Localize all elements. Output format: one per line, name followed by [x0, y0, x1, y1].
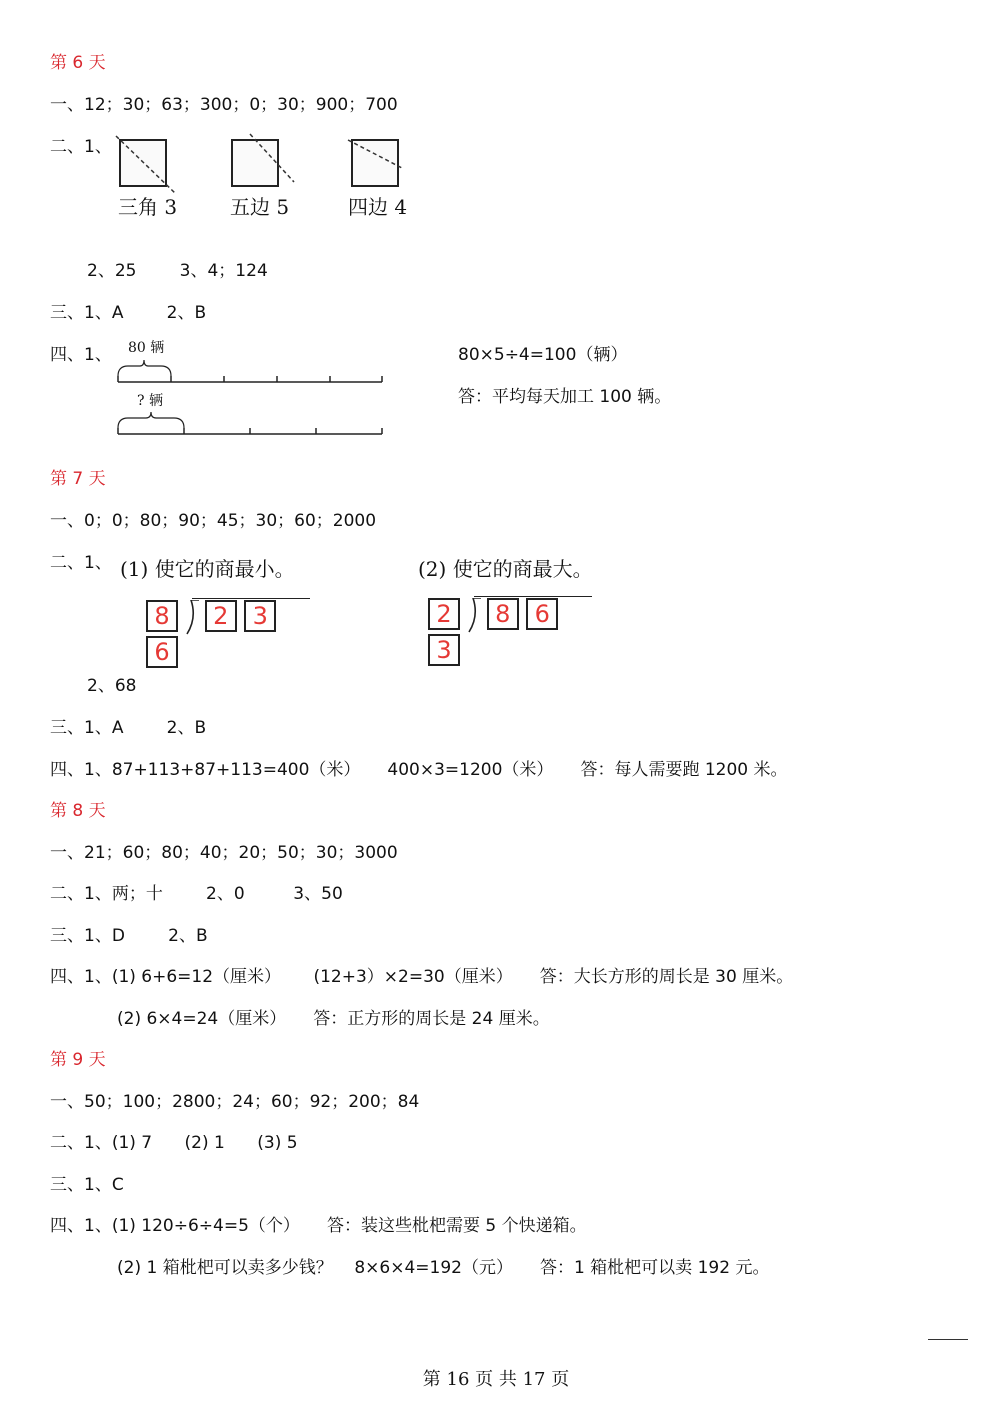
shape-label-1: 三角 3	[118, 195, 178, 219]
division-2	[428, 598, 598, 664]
day-8-section-2: 二、1、两；十 2、0 3、50	[50, 884, 343, 904]
day-6-calc: 80×5÷4=100（辆）	[458, 345, 628, 365]
day-7-section-2-line-2: 2、68	[87, 676, 137, 696]
day-7-section-3: 三、1、A 2、B	[50, 718, 207, 738]
day-7-section-2-prefix: 二、1、	[50, 553, 112, 573]
division-1-digit-1: 2	[205, 600, 237, 632]
day-9-section-3: 三、1、C	[50, 1175, 124, 1195]
day-9-section-4-line-1: 四、1、(1) 120÷6÷4=5（个） 答：装这些枇杷需要 5 个快递箱。	[50, 1216, 587, 1236]
day-6-section-4-prefix: 四、1、	[50, 345, 112, 365]
day-7-section-4: 四、1、87+113+87+113=400（米） 400×3=1200（米） 答：每人需要跑 1200 米。	[50, 760, 788, 780]
shape-label-3: 四边 4	[348, 195, 408, 219]
day-9-section-1: 一、50；100；2800；24；60；92；200；84	[50, 1092, 420, 1112]
day-7-title: 第 7 天	[50, 469, 106, 489]
cut-shapes-figure	[110, 132, 430, 202]
day-7-q1-label: (1) 使它的商最小。	[120, 557, 295, 581]
day-9-section-4-line-2: (2) 1 箱枇杷可以卖多少钱？ 8×6×4=192（元） 答：1 箱枇杷可以卖 192 元。	[117, 1258, 770, 1278]
page-number: 第 16 页 共 17 页	[422, 1369, 570, 1390]
division-2-digit-2: 6	[526, 598, 558, 630]
day-9-section-2: 二、1、(1) 7 (2) 1 (3) 5	[50, 1133, 298, 1153]
division-bracket-1	[185, 600, 199, 636]
footer-rule	[928, 1339, 968, 1340]
day-6-answer: 答：平均每天加工 100 辆。	[458, 387, 672, 407]
square-3	[352, 140, 398, 186]
day-6-section-3: 三、1、A 2、B	[50, 303, 207, 323]
day-6-title: 第 6 天	[50, 53, 106, 73]
day-6-section-2-line-2: 2、25 3、4；124	[87, 261, 268, 281]
day-6-section-2-prefix: 二、1、	[50, 137, 112, 157]
division-1-bar	[192, 598, 310, 599]
day-9-title: 第 9 天	[50, 1050, 106, 1070]
division-2-digit-1: 8	[487, 598, 519, 630]
day-7-section-1: 一、0；0；80；90；45；30；60；2000	[50, 511, 377, 531]
division-2-digit-3: 3	[428, 634, 460, 666]
division-2-divisor: 2	[428, 598, 460, 630]
day-7-q2-label: (2) 使它的商最大。	[418, 557, 593, 581]
bottom-brace	[118, 412, 184, 428]
division-bracket-2	[467, 598, 481, 634]
top-brace	[118, 360, 171, 376]
shape-label-2: 五边 5	[230, 195, 290, 219]
division-1	[146, 600, 316, 666]
day-8-section-4-line-2: (2) 6×4=24（厘米） 答：正方形的周长是 24 厘米。	[117, 1009, 550, 1029]
day-8-section-3: 三、1、D 2、B	[50, 926, 208, 946]
division-1-digit-3: 6	[146, 636, 178, 668]
diagram-label-bottom: ? 辆	[137, 393, 163, 409]
day-8-section-1: 一、21；60；80；40；20；50；30；3000	[50, 843, 398, 863]
square-2	[232, 140, 278, 186]
day-8-title: 第 8 天	[50, 801, 106, 821]
day-6-section-1: 一、12；30；63；300；0；30；900；700	[50, 95, 398, 115]
division-1-divisor: 8	[146, 600, 178, 632]
diagram-label-top: 80 辆	[128, 340, 165, 356]
day-8-section-4-line-1: 四、1、(1) 6+6=12（厘米） (12+3）×2=30（厘米） 答：大长方形的周长是 30 厘米。	[50, 967, 794, 987]
division-2-bar	[474, 596, 592, 597]
division-1-digit-2: 3	[244, 600, 276, 632]
